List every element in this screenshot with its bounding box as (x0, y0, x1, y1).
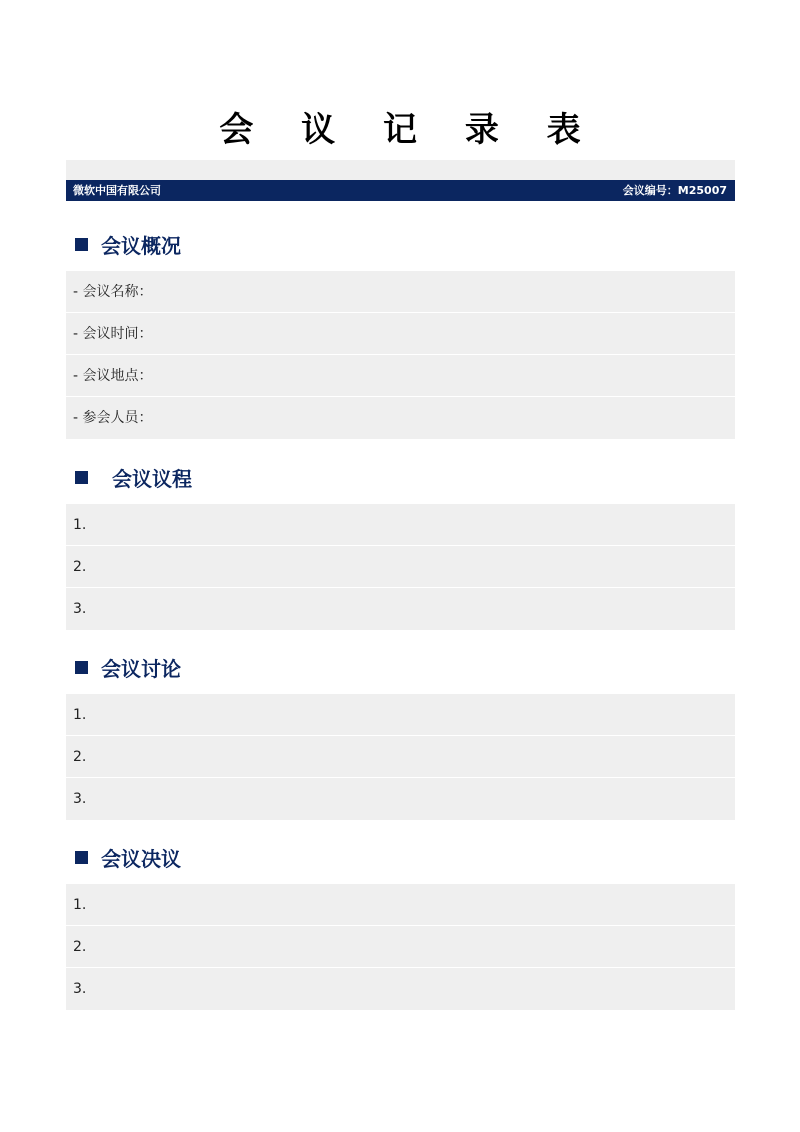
section-agenda (66, 450, 735, 630)
section-overview (66, 217, 735, 439)
overview-row-attendees[interactable]: - 参会人员： (66, 397, 735, 439)
resolution-row-2[interactable]: 2. (66, 926, 735, 968)
section-title: 会议概况 (101, 233, 181, 258)
company-name: 微软中国有限公司 (73, 184, 161, 197)
agenda-row-3[interactable]: 3. (66, 588, 735, 630)
resolution-row-1[interactable]: 1. (66, 884, 735, 926)
square-bullet-icon (75, 851, 88, 864)
section-heading (66, 217, 735, 271)
page-title: 会 议 记 录 表 (219, 110, 599, 150)
resolution-row-3[interactable]: 3. (66, 968, 735, 1010)
square-bullet-icon (75, 238, 88, 251)
discussion-rows (66, 694, 735, 820)
meeting-number: 会议编号：M25007 (622, 184, 727, 197)
square-bullet-icon (75, 661, 88, 674)
section-heading (66, 830, 735, 884)
section-resolutions (66, 830, 735, 1010)
resolution-rows (66, 884, 735, 1010)
overview-row-location[interactable]: - 会议地点： (66, 355, 735, 397)
agenda-row-1[interactable]: 1. (66, 504, 735, 546)
header-bar (66, 180, 735, 201)
section-heading (66, 640, 735, 694)
overview-row-time[interactable]: - 会议时间： (66, 313, 735, 355)
section-heading (66, 450, 735, 504)
overview-rows (66, 271, 735, 439)
section-title: 会议讨论 (101, 656, 181, 681)
section-title: 会议决议 (101, 846, 181, 871)
overview-row-name[interactable]: - 会议名称： (66, 271, 735, 313)
square-bullet-icon (75, 471, 88, 484)
discussion-row-2[interactable]: 2. (66, 736, 735, 778)
agenda-row-2[interactable]: 2. (66, 546, 735, 588)
discussion-row-3[interactable]: 3. (66, 778, 735, 820)
discussion-row-1[interactable]: 1. (66, 694, 735, 736)
section-title: 会议议程 (112, 466, 192, 491)
header-top-strip (66, 160, 735, 180)
section-discussion (66, 640, 735, 820)
agenda-rows (66, 504, 735, 630)
